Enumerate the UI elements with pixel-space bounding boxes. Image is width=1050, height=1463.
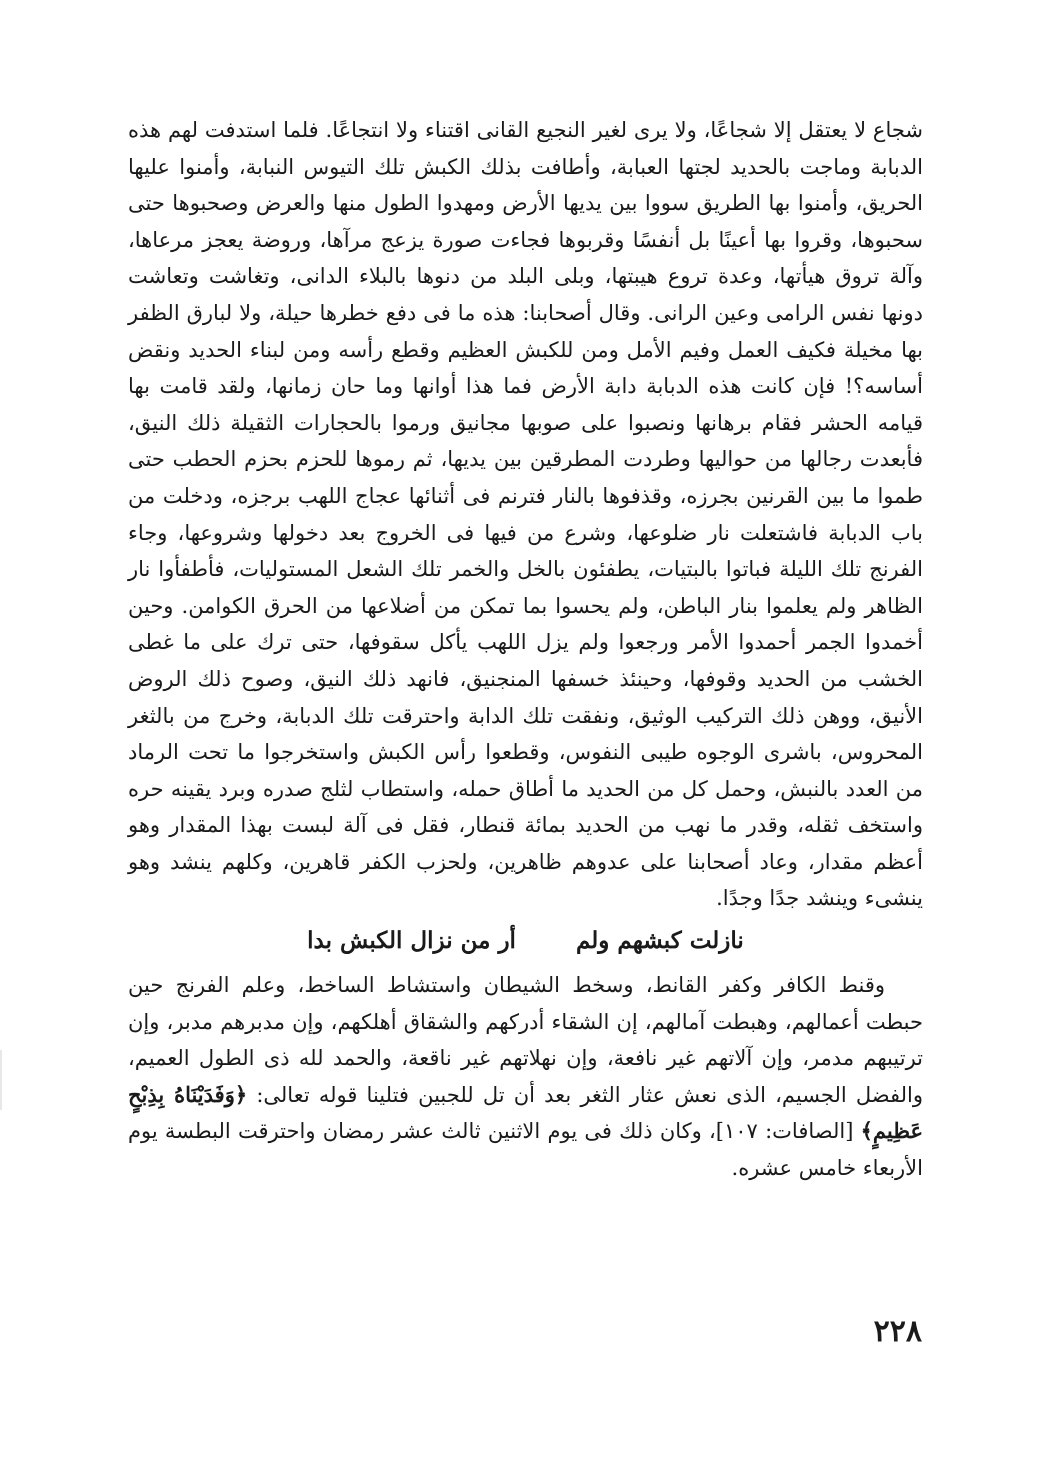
paragraph-1: شجاع لا يعتقل إلا شجاعًا، ولا يرى لغير النجيع القانى اقتناء ولا انتجاعًا. فلما استدفت لهم هذه الدبابة وماجت بالحديد لجتها العبابة، وأطافت بذلك الكبش تلك التيوس النبابة، وأمنوا عليها الحريق، وأمنوا بها الطريق سووا بين يديها الأرض ومهدوا الطول منها والعرض وصحبوها حتى سحبوها، وقروا بها أعينًا بل أنفسًا وقربوها فجاءت صورة يزعج مرآها، وروضة يعجز مرعاها، وآلة تروق هيأتها، وعدة تروع هيبتها، وبلى البلد من دنوها بالبلاء الدانى، وتغاشت وتعاشت دونها نفس الرامى وعين الرانى. وقال أصحابنا: هذه ما فى دفع خطرها حيلة، ولا لبارق الظفر بها مخيلة فكيف العمل وفيم الأمل ومن للكبش العظيم وقطع رأسه ومن لبناء الحديد ونقض أساسه؟! فإن كانت هذه الدبابة دابة الأرض فما هذا أوانها وما حان زمانها، ولقد قامت بها قيامه الحشر فقام برهانها ونصبوا على صوبها مجانيق ورموا بالحجارات الثقيلة ذلك النيق، فأبعدت رجالها من حواليها وطردت المطرقين بين يديها، ثم رموها للحزم بحزم الحطب حتى طموا ما بين القرنين بجرزه، وقذفوها بالنار فترنم فى أثنائها عجاج اللهب برجزه، ودخلت من باب الدبابة فاشتعلت نار ضلوعها، وشرع من فيها فى الخروج بعد دخولها وشروعها، وجاء الفرنج تلك الليلة فباتوا بالبتيات، يطفئون بالخل والخمر تلك الشعل المستوليات، فأطفأوا نار الظاهر ولم يعلموا بنار الباطن، ولم يحسوا بما تمكن من أضلاعها من الحرق الكوامن. وحين أخمدوا الجمر أحمدوا الأمر ورجعوا ولم يزل اللهب يأكل سقوفها، حتى ترك على ما غطى الخشب من الحديد وقوفها، وحينئذ خسفها المنجنيق، فانهد ذلك النيق، وصوح ذلك الروض الأنيق، ووهن ذلك التركيب الوثيق، ونفقت تلك الدابة واحترقت تلك الدبابة، وخرج من بالثغر المحروس، باشرى الوجوه طيبى النفوس، وقطعوا رأس الكبش واستخرجوا ما تحت الرماد من العدد بالنبش، وحمل كل من الحديد ما أطاق حمله، واستطاب لثلج صدره وبرد يقينه حره واستخف ثقله، وقدر ما نهب من الحديد بمائة قنطار، فقل فى آلة لبست بهذا المقدار وهو أعظم مقدار، وعاد أصحابنا على عدوهم ظاهرين، ولحزب الكفر قاهرين، وكلهم ينشد وهو ينشىء وينشد جدًا وجدًا. [128,118,923,911]
scan-edge-mark [0,1050,2,1110]
page-body [128,112,923,1187]
poetry-verse [128,923,923,959]
verse-hemistich-left: أر من نزال الكبش بدا [307,927,516,955]
quran-quote: ﴿وَفَدَيْنَاهُ بِذِبْحٍ عَظِيمٍ﴾ [128,1081,923,1144]
paragraph-2 [128,967,923,1187]
paragraph-2-ending: [الصافات: ١٠٧]، وكان ذلك فى يوم الاثنين ثالث عشر رمضان واحترقت البطسة يوم الأربعاء خامس عشره. [128,1119,923,1181]
paragraph-2-text: وقنط الكافر وكفر القانط، وسخط الشيطان واستشاط الساخط، وعلم الفرنج حين حبطت أعمالهم، وهبطت آمالهم، إن الشقاء أدركهم والشقاق أهلكهم، وإن مدبرهم مدبر، وإن ترتيبهم مدمر، وإن آلاتهم غير نافعة، وإن نهلاتهم غير ناقعة، والحمد لله ذى الطول العميم، والفضل الجسيم، الذى نعش عثار الثغر بعد أن تل للجبين فتلينا قوله تعالى: [128,973,923,1107]
page-number: ٢٢٨ [873,1314,922,1349]
verse-hemistich-right: نازلت كبشهم ولم [575,927,744,955]
